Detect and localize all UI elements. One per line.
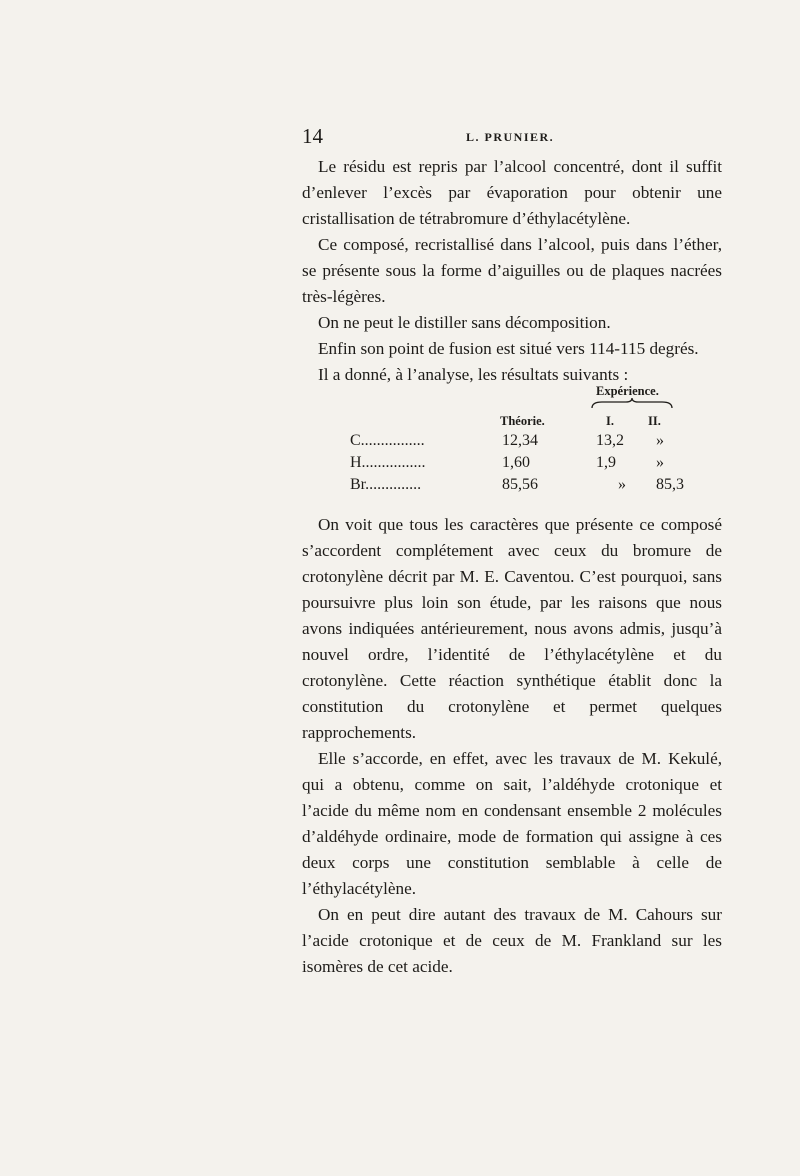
experience-label: Expérience. [596, 384, 659, 398]
row-label: Br.............. [350, 476, 422, 493]
cell-experience-i: 13,2 [596, 432, 624, 449]
cell-experience-i: » [618, 476, 626, 493]
cell-experience-ii: 85,3 [656, 476, 684, 493]
paragraph-compose: Ce composé, recristallisé dans l’alcool, puis dans l’éther, se présente sous la forme d’aiguilles ou de plaques nacrées très-légères. [302, 235, 722, 306]
running-title: L. PRUNIER. [466, 130, 555, 144]
row-label: H................ [350, 454, 426, 471]
row-label: C................ [350, 432, 425, 449]
body-text-bottom [302, 512, 722, 980]
table-row [302, 454, 722, 478]
column-header-theorie: Théorie. [500, 414, 545, 428]
paragraph-caracteres: On voit que tous les caractères que présente ce composé s’accordent complétement avec ceux du bromure de crotonylène décrit par M. E. Caventou. C’est pourquoi, sans poursuivre plus loin son étude, par les raisons que nous avons indiquées antérieurement, nous avons admis, jusqu’à nouvel ordre, l’identité de l’éthylacétylène et du crotonylène. Cette réaction synthétique établit donc la constitution du crotonylène et permet quelques rapprochements. [302, 515, 722, 742]
page-header [302, 124, 722, 150]
paragraph-analyse: Il a donné, à l’analyse, les résultats suivants : [318, 365, 629, 384]
brace-icon [590, 398, 674, 410]
cell-experience-ii: » [656, 432, 664, 449]
paragraph-fusion: Enfin son point de fusion est situé vers 114-115 degrés. [318, 339, 699, 358]
table-row [302, 476, 722, 500]
paragraph-distiller: On ne peut le distiller sans décomposition. [318, 313, 611, 332]
cell-theorie: 1,60 [502, 454, 530, 471]
cell-theorie: 85,56 [502, 476, 538, 493]
cell-experience-ii: » [656, 454, 664, 471]
page-number: 14 [302, 124, 323, 148]
paragraph-cahours: On en peut dire autant des travaux de M. Cahours sur l’acide crotonique et de ceux de M. Frankland sur les isomères de cet acide. [302, 905, 722, 976]
column-header-ii: II. [648, 414, 661, 428]
table-row [302, 432, 722, 456]
column-header-i: I. [606, 414, 614, 428]
paragraph-kekule: Elle s’accorde, en effet, avec les travaux de M. Kekulé, qui a obtenu, comme on sait, l’aldéhyde crotonique et l’acide du même nom en condensant ensemble 2 molécules d’aldéhyde ordinaire, mode de formation qui assigne à ces deux corps une constitution semblable à celle de l’éthylacétylène. [302, 749, 722, 898]
analysis-table [302, 384, 722, 494]
body-text-top [302, 154, 722, 388]
cell-theorie: 12,34 [502, 432, 538, 449]
paragraph-residu: Le résidu est repris par l’alcool concentré, dont il suffit d’enlever l’excès par évaporation pour obtenir une cristallisation de tétrabromure d’éthylacétylène. [302, 157, 722, 228]
cell-experience-i: 1,9 [596, 454, 616, 471]
